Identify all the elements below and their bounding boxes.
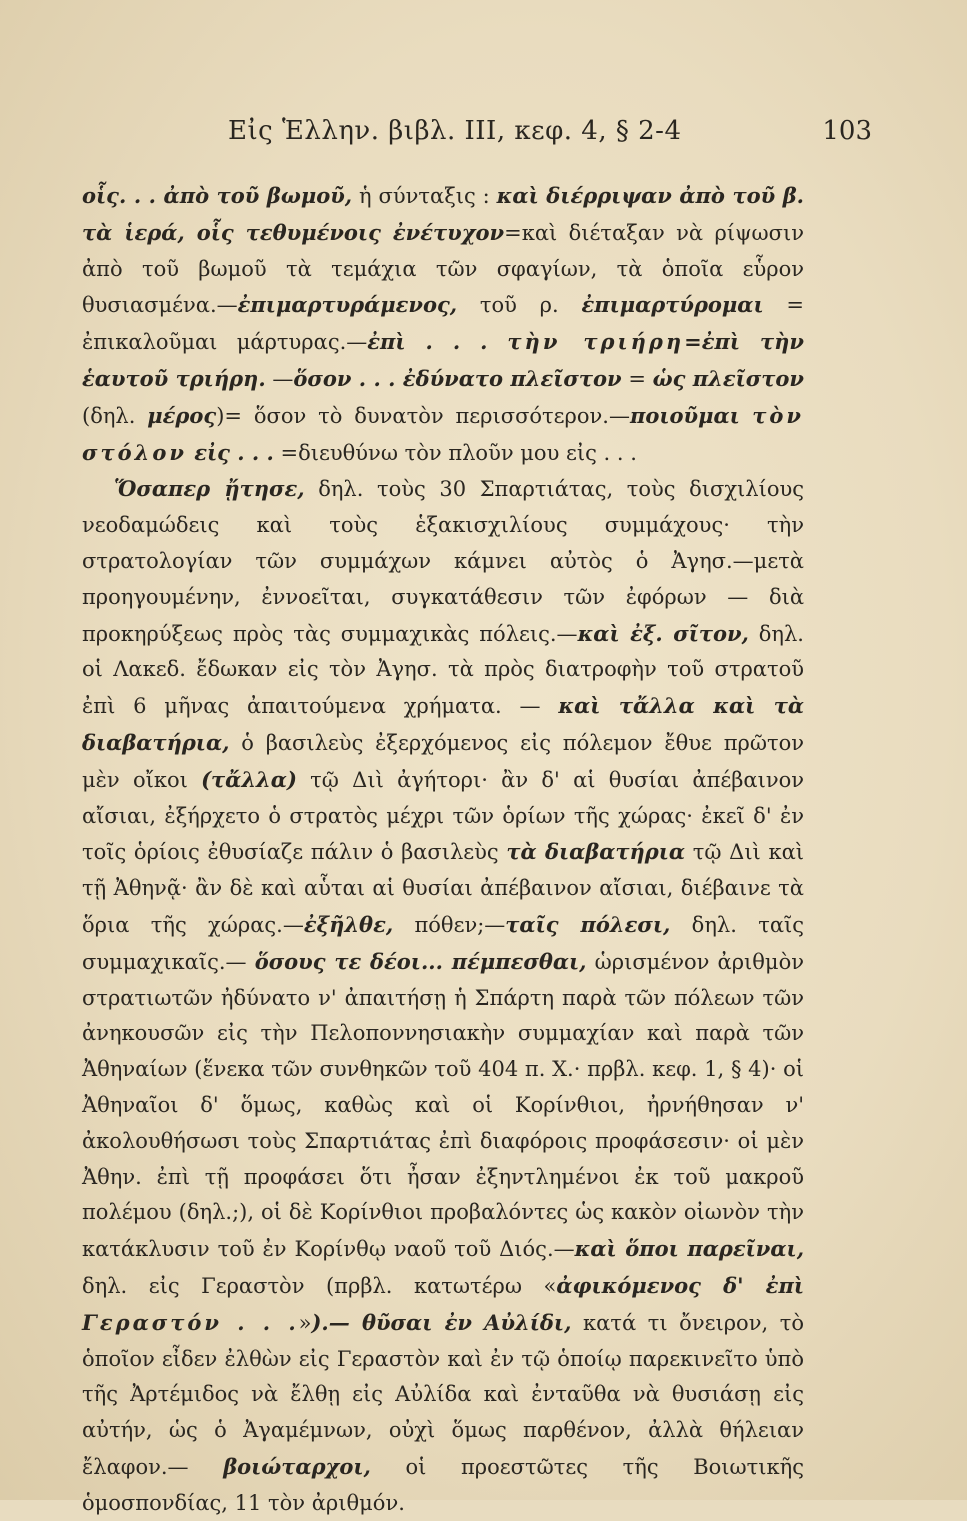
gloss-text: ὁ βασιλεὺς ἐξερχόμενος εἰς πόλεμον ἔθυε πρῶτον μὲν οἴκοι [82,730,804,792]
running-head: Εἰς Ἑλλην. βιβλ. III, κεφ. 4, § 2-4 [228,116,682,146]
gloss-text: οἱ προεστῶτες τῆς Βοιωτικῆς ὁμοσπονδίας, 11 τὸν ἀριθμόν. [82,1454,804,1515]
lemma-text: τὴν τριήρη [507,329,685,355]
commentary-text [82,178,804,1521]
lemma-text: εἰς . . . [186,439,274,465]
lemma-text: μέρος [147,402,217,428]
lemma-text: τὸν στόλον [82,402,805,465]
gloss-text: =διευθύνω τὸν πλοῦν μου εἰς . . . [273,440,637,465]
lemma-text: ἐξῆλθε, [303,911,394,937]
paragraph-2 [82,471,804,1521]
lemma-text: ποιοῦμαι [629,402,753,428]
gloss-text: δηλ. εἰς Γεραστὸν (πρβλ. κατωτέρω « [82,1273,557,1298]
lemma-text: οἷς. . . ἀπὸ τοῦ βωμοῦ, [82,183,353,208]
lemma-text: Ὅσαπερ ᾔτησε, [114,476,305,502]
gloss-text: =καὶ διέταξαν νὰ ρίψωσιν ἀπὸ τοῦ βωμοῦ τὰ τεμάχια τῶν σφαγίων, τὰ ὁποῖα εὗρον θυσιασμένα.— [82,220,805,318]
lemma-text: Γεραστόν . . . [82,1309,299,1335]
gloss-text: κατά τι ὄνειρον, τὸ ὁποῖον εἶδεν ἐλθὼν εἰς Γεραστὸν καὶ ἐν τῷ ὁποίῳ παρεκινεῖτο ὑπὸ τῆς Ἀρτέμιδος νὰ ἔλθῃ εἰς Αὐλίδα καὶ ἐνταῦθα νὰ θυσιάσῃ εἰς αὐτήν, ὡς ὁ Ἀγαμέμνων, οὐχὶ ὅμως παρθένον, ἀλλὰ θήλειαν ἔλαφον.— [82,1310,804,1479]
lemma-text: ὅσον . . . ἐδύνατο πλεῖστον [293,365,622,391]
gloss-text: (δηλ. [82,403,148,428]
gloss-text: τῷ Διὶ ἀγήτορι· ἂν δ' αἱ θυσίαι ἀπέβαινον αἴσιαι, ἐξήρχετο ὁ στρατὸς μέχρι τῶν ὁρίων τῆς χώρας· ἐκεῖ δ' ἐν τοῖς ὁρίοις ἐθυσίαζε πάλιν ὁ βασιλεὺς [82,767,804,865]
lemma-text: ἐπιμαρτύρομαι [581,292,764,318]
lemma-text: (τἄλλα) [201,766,297,792]
gloss-text: δηλ. ταῖς συμμαχικαῖς.— [82,912,805,974]
lemma-text: ἀφικόμενος δ' ἐπὶ [556,1272,804,1298]
gloss-text: τῷ Διὶ καὶ τῇ Ἀθηνᾷ· ἂν δὲ καὶ αὗται αἱ θυσίαι ἀπέβαινον αἴσιαι, διέβαινε τὰ ὅρια τῆς χώρας.— [82,840,804,937]
lemma-text: ὡς πλεῖστον [652,365,804,391]
gloss-text: τοῦ ρ. [457,293,582,318]
lemma-text: ταῖς πόλεσι, [505,911,671,937]
lemma-text: = [684,329,702,355]
lemma-text: τὰ διαβατήρια [506,839,686,865]
lemma-text: ἐπὶ τὴν ἑαυτοῦ τριήρη. [82,329,804,391]
gloss-text: — [265,366,294,391]
lemma-text: βοιώταρχοι, [223,1453,371,1479]
lemma-text: ὅσους τε δέοι... πέμπεσθαι, [254,948,587,974]
lemma-text: καὶ διέρριψαν ἀπὸ τοῦ β. τὰ ἱερά, οἷς τεθυμένοις ἐνέτυχον [82,183,804,245]
lemma-text: καὶ ὅποι παρεῖναι, [574,1236,805,1262]
gloss-text: δηλ. οἱ Λακεδ. ἔδωκαν εἰς τὸν Ἀγησ. τὰ πρὸς διατροφὴν τοῦ στρατοῦ ἐπὶ 6 μῆνας ἀπαιτούμενα χρήματα. — [82,621,804,719]
lemma-text: ).— θῦσαι ἐν Αὐλίδι, [311,1309,572,1335]
lemma-text: καὶ τἄλλα καὶ τὰ διαβατήρια, [82,693,805,755]
gloss-text: πόθεν;— [393,912,506,937]
gloss-text: ὡρισμένον ἀριθμὸν στρατιωτῶν ἠδύνατο ν' ἀπαιτήσῃ ἡ Σπάρτη παρὰ τῶν πόλεων τῶν ἀνηκουσῶν εἰς τὴν Πελοποννησιακὴν συμμαχίαν καὶ παρὰ τῶν Ἀθηναίων (ἕνεκα τῶν συνθηκῶν τοῦ 404 π. Χ.· πρβλ. κεφ. 1, § 4)· οἱ Ἀθηναῖοι δ' ὅμως, καθὼς καὶ οἱ Κορίνθιοι, ἠρνήθησαν ν' ἀκολουθήσωσι τοὺς Σπαρτιάτας ἐπὶ διαφόροις προφάσεσιν· οἱ μὲν Ἀθην. ἐπὶ τῇ προφάσει ὅτι ἦσαν ἐξηντλημένοι ἐκ τοῦ μακροῦ πολέμου (δηλ.;), οἱ δὲ Κορίνθιοι προβαλόντες ὡς κακὸν οἰωνὸν τὴν κατάκλυσιν τοῦ ἐν Κορίνθῳ ναοῦ τοῦ Διός.— [82,949,804,1262]
lemma-text: καὶ ἐξ. σῖτον, [577,620,749,646]
lemma-text: ἐπιμαρτυράμενος, [237,292,458,318]
gloss-text: = [621,366,653,391]
paragraph-1 [82,178,804,471]
gloss-text: » [298,1310,312,1335]
gloss-text: )= ὅσον τὸ δυνατὸν περισσότερον.— [216,403,630,428]
page-number: 103 [822,116,872,146]
gloss-text: ἡ σύνταξις : [352,184,497,208]
gloss-text: = ἐπικαλοῦμαι μάρτυρας.— [82,293,804,355]
gloss-text: δηλ. τοὺς 30 Σπαρτιάτας, τοὺς δισχιλίους νεοδαμώδεις καὶ τοὺς ἑξακισχιλίους συμμάχους· τὴν στρατολογίαν τῶν συμμάχων κάμνει αὐτὸς ὁ Ἀγησ.—μετὰ προηγουμένην, ἐννοεῖται, συγκατάθεσιν τῶν ἐφόρων — διὰ προκηρύξεως πρὸς τὰς συμμαχικὰς πόλεις.— [82,477,805,646]
lemma-text: ἐπὶ . . . [367,329,508,355]
